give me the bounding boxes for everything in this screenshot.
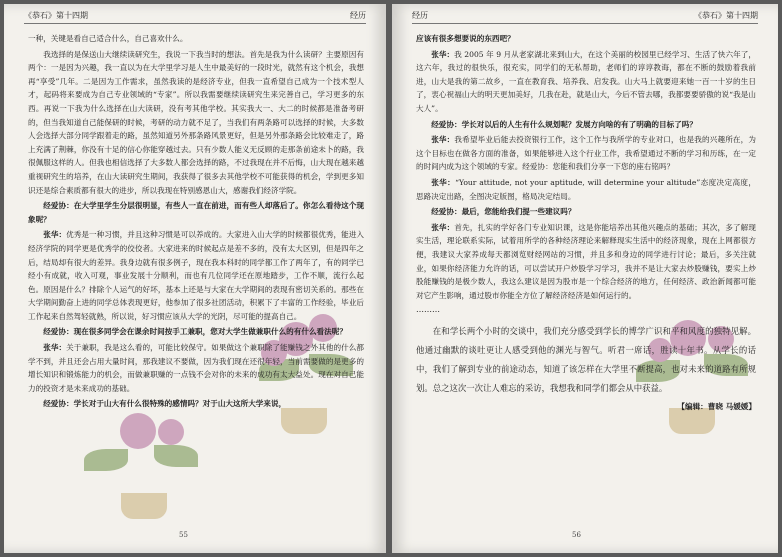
right-page-body (416, 32, 756, 414)
interview-answer (28, 228, 364, 323)
speaker-label: 张华： (431, 177, 456, 187)
question-text: 应该有很多想要说的东西吧？ (416, 34, 515, 43)
header-magazine-title: 《恭石》第十四期 (694, 11, 758, 20)
interview-question (28, 325, 364, 339)
paragraph-text: 我选择的是保送山大继续读研究生，我说一下我当时的想法。首先是我为什么读研？主要原因有两个：一是因为兴趣，我一直以为在大学里学习是人生中最美好的一段时光，就然有这个机会，我想再“享受”几年。二是因为工作需求，虽然我读的是经济专业，但我一直希望自己成为一个技术型人才，起码将来要成为自己专业领域的“专家”。所以我需要继续读研究生来完善自己，学习更多的东西。再说一下我为什么选择在山大读研，没有考其他学校。其实我大一、大二的时候都是准备考研的，但当我知道自己能保研的时候，考研的动力就不足了，当我们有两条路可以选择的时候，大多数人会选择大部分同学跟着走的路，虽然知道另外那条路风景更好，但是另外那条路会比较难走了，路上充满了荆棘，你没有十足的信心你能穿越过去。只有少数人能义无反顾的走那条前途未卜的路，我很佩服这样的人。但我也相信选择了大多数人都会选择的路，不过我现在并不后悔，山大现在越来越重视研究生的培养，在山大读研究生期间，我获得了很多去其他学校不可能获得的机会，学到更多知识还是综合素质都有很大的进步，所以我现在特别感恩山大，感谢我们经济学院。 (28, 49, 364, 195)
closing-paragraph: 在和学长两个小时的交谈中，我们充分感受到学长的博学广识和平和风度的独特见解。他通过幽默的谈吐更让人感受到他的渊光与智气。听君一席话，胜读十年书。从学长的话中，我们了解到专业的前途动态，知道了该怎样在大学里不断提高，也对未来的道路有所规划。总之这次一次让人难忘的采访，我想我和同学们都会从中获益。 (416, 326, 756, 394)
question-text: 最后，您能给我们提一些建议吗？ (461, 207, 576, 217)
interview-question (28, 397, 364, 411)
answer-text: “Your attitude, not your aptitude, will determine your altitude”态度决定高度，思路决定出路，全图决定版图，格局决定结局。 (416, 177, 756, 201)
speaker-label: 经爱协： (43, 399, 74, 409)
answer-text: 关于兼职，我是这么看的，可能比较保守。如果做这个兼职除了能赚钱之外其他的什么都学不到，并且还会占用大量时间，那我建议不要做，因为我们现在还很年轻，当前需要做的是更多的增长知识和锻炼能力的机会，而做兼职赚的一点钱不会对你的未来的成功有太大益处。现在对自己能力的投资才是未来成功的基础。 (28, 343, 364, 393)
question-text: 在大学里学生分层很明显，有些人一直在前进，而有些人却落后了。你怎么看待这个现象呢？ (28, 201, 364, 224)
paragraph (28, 32, 364, 46)
interview-answer (416, 48, 756, 116)
speaker-label: 经爱协： (43, 201, 74, 211)
question-text: 学长对于山大有什么很特殊的感情吗？对于山大这所大学来说， (73, 399, 287, 409)
header-magazine-title: 《恭石》第十四期 (24, 11, 88, 20)
interview-question (416, 205, 756, 219)
section-divider: ……… (416, 305, 440, 315)
answer-text: 我希望毕业后能去投资银行工作，这个工作与我所学的专业对口，也是我的兴趣所在，为这个目标也在做各方面的准备，如果能够进入这个行业工作，我希望通过不断的学习和历练，在一定的时间内成为这个领域的专家。经爱协：您能和我们分享一下您的座右铭吗？ (416, 135, 757, 172)
speaker-label: 经爱协： (431, 207, 462, 217)
interview-question (28, 199, 364, 226)
left-page-header (24, 8, 366, 24)
speaker-label: 张华： (431, 222, 455, 232)
interview-answer (416, 176, 756, 203)
flower-pot-illustration-2 (74, 399, 214, 519)
interview-answer (28, 341, 364, 395)
speaker-label: 张华： (431, 49, 455, 59)
header-section-title: 经历 (350, 11, 366, 20)
interview-answer (416, 221, 756, 303)
speaker-label: 张华： (43, 343, 67, 353)
right-page-header (412, 8, 758, 24)
editor-credit: 【编辑：曹晓 马媛媛】 (677, 402, 756, 412)
interview-question-continued (416, 32, 756, 46)
speaker-label: 经爱协： (43, 327, 74, 337)
left-page (4, 4, 386, 553)
interview-question (416, 118, 756, 132)
question-text: 学长对以后的人生有什么规划呢？发展方向啥的有了明确的目标了吗？ (461, 119, 697, 129)
speaker-label: 张华： (431, 135, 455, 145)
header-section-title: 经历 (412, 11, 428, 20)
question-text: 现在很多同学会在课余时间按手工兼职，您对大学生做兼职什么的有什么看法呢？ (73, 327, 347, 337)
page-number: 55 (179, 531, 188, 539)
answer-text: 优秀是一种习惯，并且这种习惯是可以养成的。大家进入山大学的时候都很优秀，能进入经济学院的同学更是优秀学的佼佼者。大家进来的时候起点是差不多的，没有太大区别，但是四年之后，结局却有很大的差异。我身边就有很多例子，现在我本科时的同学都工作了两年了，有的同学已经小有成就，收入可观，事业发展十分顺利，而也有几位同学还在原地踏步，工作不顺，流行么起色。原因是什么？排除个人运气的好坏，基本上还是与大家在大学期间的表现有密切关系的。那些在大学期间勤奋上进的同学总体表现更好，他参加了很多社团活动，积累下了丰富的工作经验，毕业后工作起来自然驾轻就熟，所以说，好习惯应该从大学的光阴，尽可能的提高自己。 (28, 230, 364, 321)
interview-answer (416, 133, 756, 174)
answer-text: 首先，扎实的学好各门专业知识课，这是你能培养出其他兴趣点的基础；其次，多了解现实生活，理论联系实际，试着用所学的各种经济理论来解释现实生活中的经济现象，现在上网都很方便，我建议大家养成每天都浏览财经网站的习惯，并且多和身边的同学进行讨论；最后，多关注就业，如果你经济能力允许的话，可以尝试开户炒股学习学习，我并不是让大家去炒股赚钱，要实上炒股能赚钱的是极少数人，我这么建议是因为股市是一个综合经济的地方，任何经济、政治新闻都可能对它产生影响，通过股市你能全方位了解经济经济是如何运行的。 (416, 222, 757, 300)
page-number: 56 (572, 531, 581, 539)
speaker-label: 经爱协： (431, 119, 462, 129)
paragraph (28, 48, 364, 198)
right-page (392, 4, 778, 553)
speaker-label: 张华： (43, 230, 67, 240)
answer-text: 我 2005 年 9 月从老家湖北来到山大，在这个美丽的校园里已经学习、生活了快六年了，这六年，我过的很快乐，很充实，同学们的无私帮助，老师们的谆谆教诲，都在不断的鼓励着我前进，山大是我的第二故乡，一直在教育我、培养我、启发我。山大马上就要迎来她一百一十岁的生日了，衷心祝福山大的明天更加美好，几我在赴，就是山大，今后不管去哪，我都要要骄傲的说“我是山大人”。 (416, 49, 757, 113)
left-page-body (28, 32, 364, 413)
paragraph-text: 一种，关键是看自己适合什么，自己喜欢什么。 (28, 34, 188, 43)
